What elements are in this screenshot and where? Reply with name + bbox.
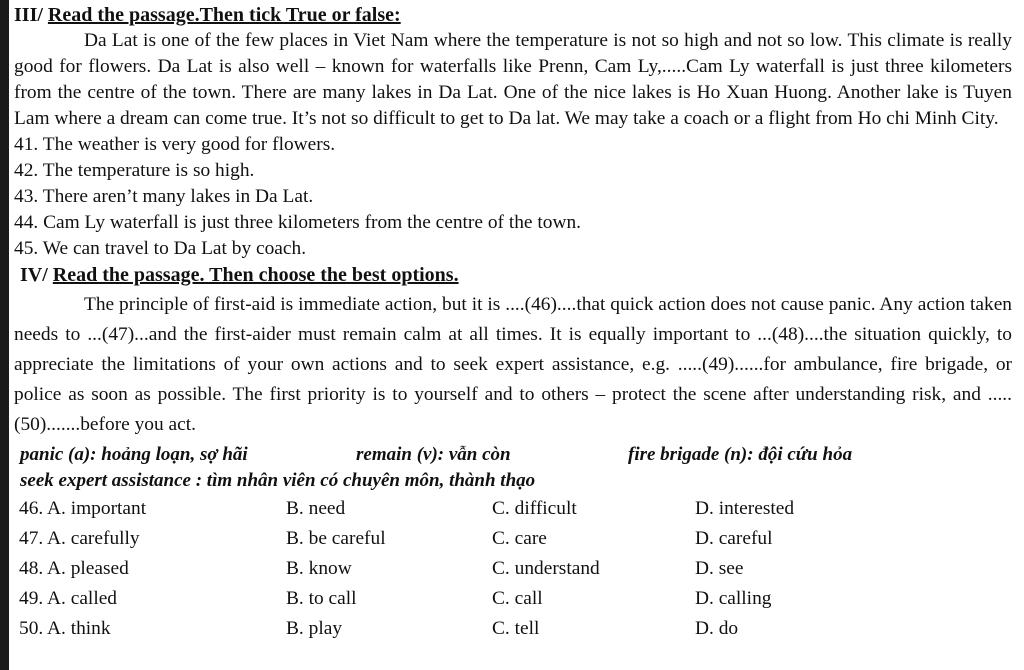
option-50-a: 50. A. think <box>19 618 111 639</box>
question-49 <box>14 584 1012 614</box>
vocabulary-line-1 <box>14 442 1012 468</box>
vocab-panic: panic (a): hoảng loạn, sợ hãi <box>20 444 248 465</box>
option-46-d: D. interested <box>695 498 795 519</box>
option-46-a: 46. A. important <box>19 498 147 519</box>
statement-41: 41. The weather is very good for flowers. <box>14 134 336 155</box>
vocab-remain: remain (v): vẫn còn <box>356 444 511 465</box>
option-49-d: D. calling <box>695 588 772 609</box>
section-3-title: Read the passage.Then tick True or false: <box>47 4 401 26</box>
option-48-d: D. see <box>695 558 744 579</box>
option-46-b: B. need <box>286 498 346 519</box>
option-48-a: 48. A. pleased <box>19 558 129 579</box>
question-46 <box>14 494 1012 524</box>
option-47-a: 47. A. carefully <box>19 528 140 549</box>
statement-43: 43. There aren’t many lakes in Da Lat. <box>14 186 314 207</box>
option-50-b: B. play <box>286 618 343 639</box>
question-47 <box>14 524 1012 554</box>
worksheet-content <box>14 0 1012 644</box>
vocab-fire-brigade: fire brigade (n): đội cứu hỏa <box>628 444 853 465</box>
section-3-passage: Da Lat is one of the few places in Viet Nam where the temperature is not so high and not so low. This climate is really good for flowers. Da Lat is also well – known for waterfalls like Prenn, Cam Ly,.....Cam Ly waterfall is just three kilometers from the centre of the town. There are many lakes in Da Lat. One of the nice lakes is Ho Xuan Huong. Another lake is Tuyen Lam where a dream can come true. It’s not so difficult to get to Da lat. We may take a coach or a flight from Ho chi Minh City. <box>14 30 1012 129</box>
option-47-b: B. be careful <box>286 528 386 549</box>
section-4-passage: The principle of first-aid is immediate action, but it is ....(46)....that quick action does not cause panic. Any action taken needs to ...(47)...and the first-aider must remain calm at all times. It is equally important to ...(48)....the situation quickly, to appreciate the limitations of your own actions and to seek expert assistance, e.g. .....(49)......for ambulance, fire brigade, or police as soon as possible. The first priority is to yourself and to others – protect the scene after understanding risk, and .....(50).......before you act. <box>14 294 1012 435</box>
question-50 <box>14 614 1012 644</box>
option-50-d: D. do <box>695 618 739 639</box>
option-48-c: C. understand <box>492 558 600 579</box>
section-3-heading <box>14 3 1012 28</box>
vocabulary-line-2 <box>14 468 1012 494</box>
left-edge-shadow <box>0 0 9 670</box>
vocab-seek-expert-assistance: seek expert assistance : tìm nhân viên có chuyên môn, thành thạo <box>20 470 536 491</box>
option-49-c: C. call <box>492 588 543 609</box>
option-50-c: C. tell <box>492 618 540 639</box>
option-48-b: B. know <box>286 558 352 579</box>
option-47-d: D. careful <box>695 528 773 549</box>
option-49-a: 49. A. called <box>19 588 118 609</box>
statement-42: 42. The temperature is so high. <box>14 160 255 181</box>
section-4-heading <box>14 263 1012 288</box>
statement-45: 45. We can travel to Da Lat by coach. <box>14 238 307 259</box>
question-48 <box>14 554 1012 584</box>
statement-44: 44. Cam Ly waterfall is just three kilometers from the centre of the town. <box>14 212 582 233</box>
section-3-number: III/ <box>14 4 43 26</box>
section-4-title: Read the passage. Then choose the best options. <box>52 264 459 286</box>
option-49-b: B. to call <box>286 588 357 609</box>
option-46-c: C. difficult <box>492 498 577 519</box>
option-47-c: C. care <box>492 528 547 549</box>
section-4-number: IV/ <box>20 264 48 286</box>
